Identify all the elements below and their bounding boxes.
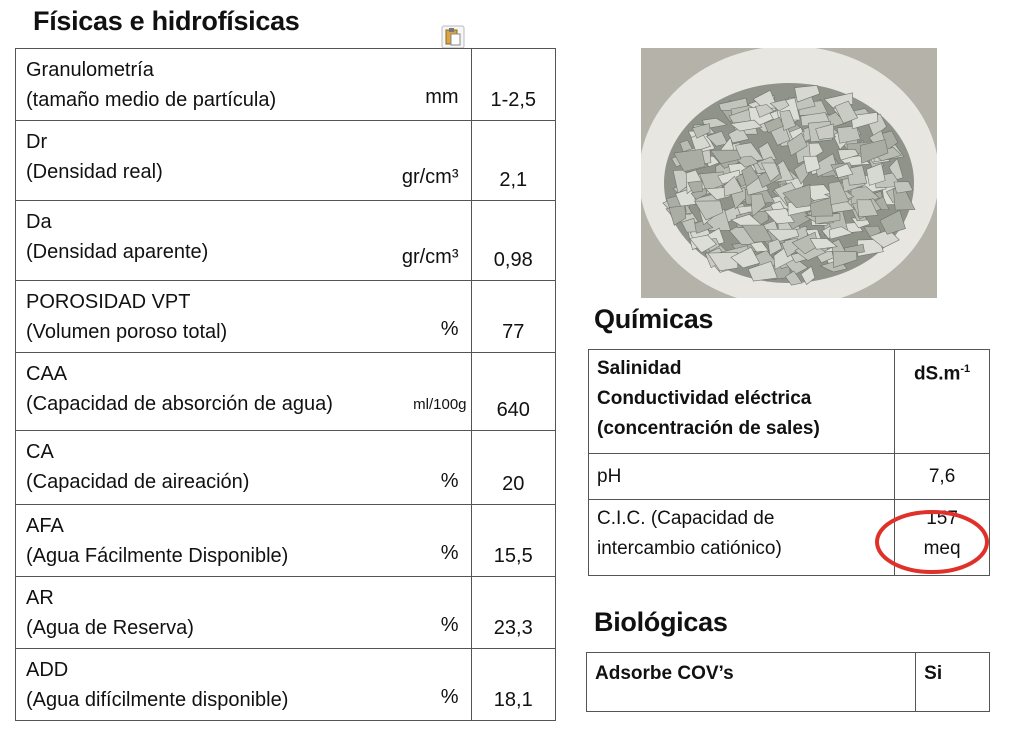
heading-fisicas: Físicas e hidrofísicas bbox=[33, 6, 300, 36]
property-unit: ml/100g bbox=[413, 396, 467, 413]
property-unit: gr/cm³ bbox=[401, 246, 459, 268]
property-value: 0,98 bbox=[471, 201, 555, 281]
property-name: POROSIDAD VPT bbox=[26, 291, 191, 313]
cic-value: 157 bbox=[926, 508, 958, 529]
property-row bbox=[16, 577, 556, 649]
salinity-row bbox=[589, 350, 990, 454]
property-label-cell bbox=[16, 121, 472, 201]
cic-unit: meq bbox=[923, 538, 961, 559]
property-value: 77 bbox=[471, 281, 555, 353]
property-name: Granulometría bbox=[26, 59, 154, 81]
property-label-cell bbox=[16, 577, 472, 649]
property-unit: mm bbox=[425, 86, 459, 108]
property-row bbox=[16, 121, 556, 201]
salinity-unit-exponent: -1 bbox=[960, 363, 971, 375]
product-photo bbox=[641, 48, 937, 298]
cic-row bbox=[589, 500, 990, 576]
clipboard-icon[interactable] bbox=[441, 25, 465, 49]
property-label-cell bbox=[16, 281, 472, 353]
property-value: 23,3 bbox=[471, 577, 555, 649]
property-name: AFA bbox=[26, 515, 64, 537]
voc-value: Si bbox=[916, 653, 990, 712]
voc-row bbox=[587, 653, 990, 712]
property-description: (Agua de Reserva) bbox=[26, 617, 194, 639]
property-unit: % bbox=[440, 318, 459, 340]
heading-biologicas: Biológicas bbox=[594, 607, 728, 637]
property-description: (Agua Fácilmente Disponible) bbox=[26, 545, 289, 567]
property-value: 18,1 bbox=[471, 649, 555, 721]
property-label-cell bbox=[16, 431, 472, 505]
property-row bbox=[16, 649, 556, 721]
property-label-cell bbox=[16, 505, 472, 577]
property-description: (tamaño medio de partícula) bbox=[26, 89, 277, 111]
property-description: (Densidad real) bbox=[26, 161, 163, 183]
property-name: AR bbox=[26, 587, 54, 609]
property-unit: % bbox=[440, 686, 459, 708]
property-row bbox=[16, 431, 556, 505]
biological-properties-table bbox=[586, 652, 990, 712]
ph-label: pH bbox=[589, 454, 895, 500]
property-label-cell bbox=[16, 201, 472, 281]
ph-value: 7,6 bbox=[895, 454, 990, 500]
salts-label: (concentración de sales) bbox=[597, 418, 820, 439]
property-unit: % bbox=[440, 470, 459, 492]
property-row bbox=[16, 353, 556, 431]
property-name: ADD bbox=[26, 659, 69, 681]
ph-row bbox=[589, 454, 990, 500]
property-label-cell bbox=[16, 353, 472, 431]
property-name: Dr bbox=[26, 131, 48, 153]
property-row bbox=[16, 49, 556, 121]
property-name: CAA bbox=[26, 363, 68, 385]
voc-label: Adsorbe COV’s bbox=[587, 653, 916, 712]
property-unit: % bbox=[440, 614, 459, 636]
property-row bbox=[16, 281, 556, 353]
property-value: 20 bbox=[471, 431, 555, 505]
property-description: (Capacidad de aireación) bbox=[26, 471, 250, 493]
property-description: (Capacidad de absorción de agua) bbox=[26, 393, 333, 415]
chemical-properties-table bbox=[588, 349, 990, 576]
property-label-cell bbox=[16, 649, 472, 721]
property-description: (Densidad aparente) bbox=[26, 241, 209, 263]
salinity-unit: dS.m bbox=[913, 363, 961, 385]
property-value: 1-2,5 bbox=[471, 49, 555, 121]
property-row bbox=[16, 505, 556, 577]
property-unit: gr/cm³ bbox=[401, 166, 459, 188]
property-row bbox=[16, 201, 556, 281]
cic-label-line1: C.I.C. (Capacidad de bbox=[597, 508, 775, 529]
property-value: 640 bbox=[471, 353, 555, 431]
salinity-label: Salinidad bbox=[597, 358, 682, 379]
physical-properties-table bbox=[15, 48, 556, 721]
property-label-cell bbox=[16, 49, 472, 121]
property-unit: % bbox=[440, 542, 459, 564]
property-description: (Volumen poroso total) bbox=[26, 321, 228, 343]
heading-quimicas: Químicas bbox=[594, 304, 714, 334]
property-name: CA bbox=[26, 441, 54, 463]
property-name: Da bbox=[26, 211, 52, 233]
property-description: (Agua difícilmente disponible) bbox=[26, 689, 289, 711]
property-value: 2,1 bbox=[471, 121, 555, 201]
conductivity-label: Conductividad eléctrica bbox=[597, 388, 812, 409]
property-value: 15,5 bbox=[471, 505, 555, 577]
cic-label-line2: intercambio catiónico) bbox=[597, 538, 782, 559]
